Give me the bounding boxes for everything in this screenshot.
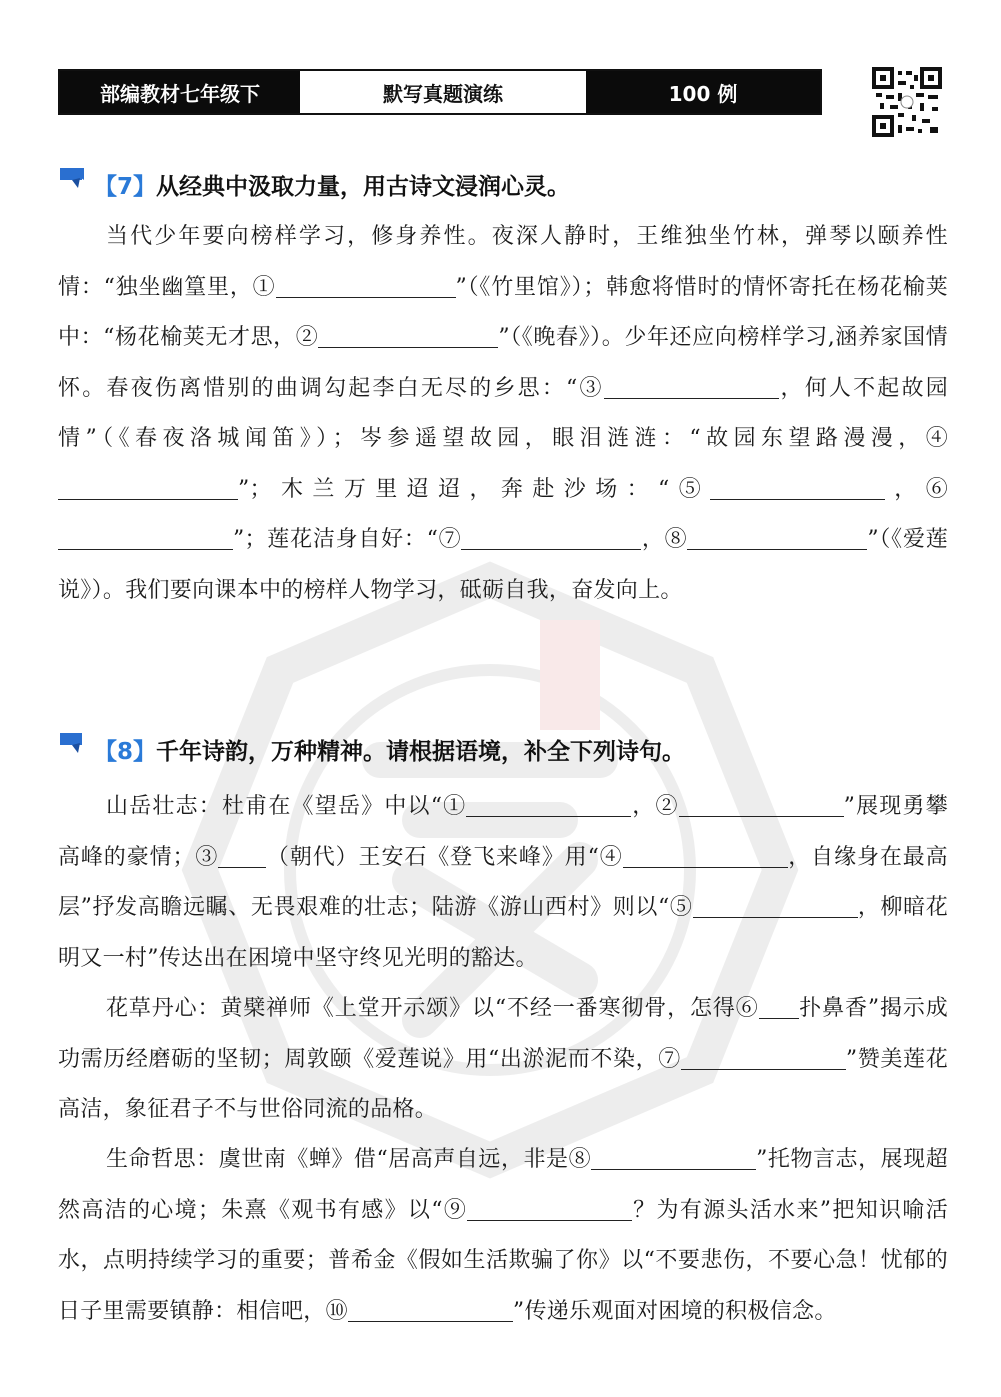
blank-6[interactable] [58, 527, 233, 550]
qr-code-icon[interactable] [872, 67, 942, 137]
text-run: ”（《竹里馆》）；韩愈将惜时的情怀寄托在杨花榆荚中：“杨花榆荚无才思，② [58, 274, 949, 350]
text-run: 花草丹心：黄檗禅师《上堂开示颂》以“不经一番寒彻骨，怎得⑥ [106, 996, 759, 1021]
header-bar [58, 69, 822, 115]
blank-2[interactable] [679, 794, 844, 817]
blank-3[interactable] [604, 376, 779, 399]
q7-paragraph [58, 212, 948, 616]
blank-5[interactable] [693, 895, 858, 918]
q7-number: 【7】 [94, 174, 157, 200]
blank-4[interactable] [58, 477, 238, 500]
text-run: ”赞美莲花高洁，象征君子不与世俗同流的品格。 [58, 1046, 948, 1122]
text-run: ”；莲花洁身自好：“⑦ [233, 527, 462, 552]
text-run: ”（《晚春》）。少年还应向榜样学习,涵养家国情怀。春夜伤离惜别的曲调勾起李白无尽的乡思：“③ [58, 325, 948, 401]
text-run: ”托物言志，展现超然高洁的心境；朱熹《观书有感》以“⑨ [58, 1147, 948, 1223]
header-count: 100 例 [586, 71, 820, 113]
q8-number: 【8】 [94, 739, 157, 765]
text-run: ”（《爱莲说》）。我们要向课本中的榜样人物学习，砥砺自我，奋发向上。 [58, 527, 948, 603]
text-run: ，何人不起故园情”（《春夜洛城闻笛》）；岑参遥望故园，眼泪涟涟：“故园东望路漫漫，④ [58, 375, 948, 451]
q7-title: 从经典中汲取力量，用古诗文浸润心灵。 [156, 174, 571, 200]
q7-heading [58, 168, 570, 201]
text-run: 扑鼻香”揭示成功需历经磨砺的坚韧；周敦颐《爱莲说》用“出淤泥而不染，⑦ [58, 996, 948, 1072]
blank-1[interactable] [276, 275, 456, 298]
blank-9[interactable] [467, 1198, 632, 1221]
blank-10[interactable] [348, 1299, 513, 1322]
text-run: 生命哲思：虞世南《蝉》借“居高声自远，非是⑧ [106, 1147, 592, 1172]
text-run: ”展现勇攀高峰的豪情；③ [58, 794, 948, 870]
text-run: ，柳暗花明又一村”传达出在困境中坚守终见光明的豁达。 [58, 895, 949, 971]
text-run: ”传递乐观面对困境的积极信念。 [512, 1298, 837, 1324]
blank-8[interactable] [687, 527, 867, 550]
text-run: ，⑥ [885, 476, 949, 502]
blank-1[interactable] [466, 794, 631, 817]
text-run: ，② [631, 794, 679, 819]
text-run: ？为有源头活水来”把知识喻活水，点明持续学习的重要；普希金《假如生活欺骗了你》以“不要悲伤，不要心急！忧郁的日子里需要镇静：相信吧，⑩ [58, 1197, 948, 1324]
text-run: （朝代）王安石《登飞来峰》用“④ [266, 844, 623, 870]
bookmark-icon [58, 166, 88, 192]
text-run: 山岳壮志：杜甫在《望岳》中以“① [106, 794, 467, 819]
blank-3[interactable] [218, 845, 266, 868]
blank-6[interactable] [759, 996, 799, 1019]
q8-heading [58, 733, 685, 766]
bookmark-icon [58, 731, 88, 757]
blank-4[interactable] [623, 845, 788, 868]
header-title: 默写真题演练 [300, 71, 586, 113]
q8-paragraph-1 [58, 782, 948, 984]
text-run: ”；木兰万里迢迢，奔赴沙场：“⑤ [238, 476, 711, 502]
text-run: 当代少年要向榜样学习，修身养性。夜深人静时，王维独坐竹林，弹琴以颐养性情：“独坐幽篁里，① [58, 224, 948, 300]
blank-7[interactable] [681, 1047, 846, 1070]
blank-8[interactable] [591, 1147, 756, 1170]
header-grade: 部编教材七年级下 [60, 71, 300, 113]
text-run: ，自缘身在最高层”抒发高瞻远瞩、无畏艰难的壮志；陆游《游山西村》则以“⑤ [58, 844, 948, 920]
q8-paragraph-2 [58, 984, 948, 1136]
blank-2[interactable] [318, 325, 498, 348]
blank-5[interactable] [710, 477, 885, 500]
text-run: ，⑧ [641, 527, 688, 552]
q8-paragraph-3 [58, 1135, 948, 1337]
blank-7[interactable] [461, 527, 641, 550]
q8-title: 千年诗韵，万种精神。请根据语境，补全下列诗句。 [156, 739, 686, 765]
